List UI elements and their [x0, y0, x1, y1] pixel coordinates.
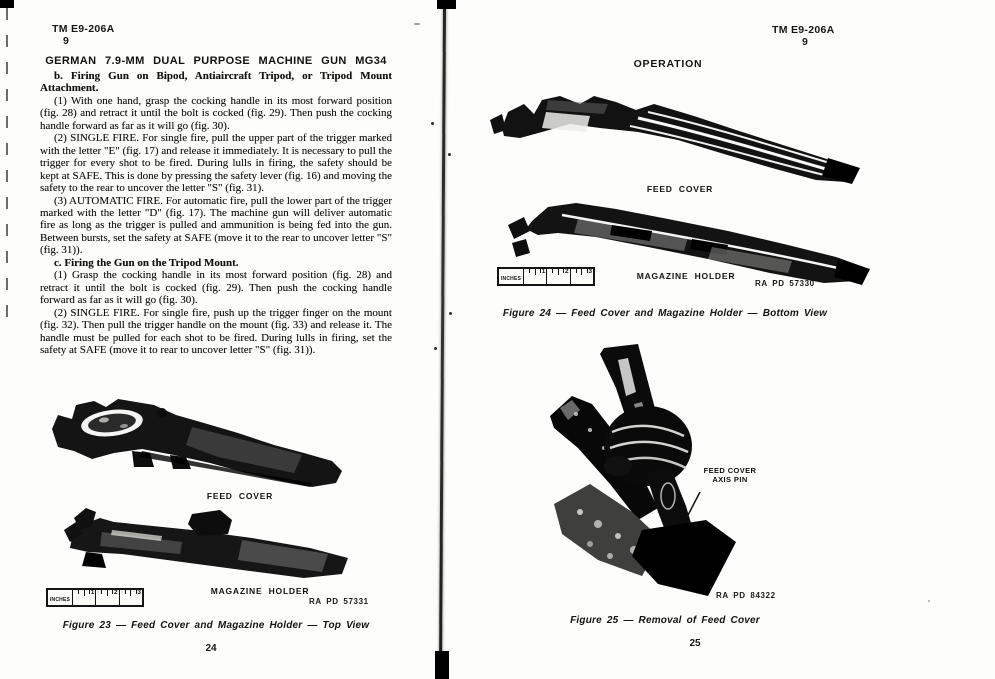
scan-speck	[448, 153, 451, 156]
ruler-segment: 1	[73, 590, 96, 605]
chapter-number-right: 9	[802, 36, 809, 48]
figure24-caption: Figure 24 — Feed Cover and Magazine Holder — Bottom View	[502, 308, 828, 319]
paragraph: (2) SINGLE FIRE. For single fire, pull the upper part of the trigger marked with the letter "E" (fig. 17) and release it immediately. It is necessary to pull the trigger for every shot to be fired. During lulls in firing, the safety should be kept at SAFE. This is done by pressing the safety lever (fig. 16) and moving the safety to the rear to uncover the letter "S" (fig. 31).	[40, 132, 392, 195]
callout-line2: AXIS PIN	[712, 475, 748, 484]
callout-line1: FEED COVER	[703, 466, 757, 475]
chapter-number-left: 9	[63, 35, 70, 47]
magazine-holder-label: MAGAZINE HOLDER	[636, 271, 736, 281]
photo-credit: RA PD 84322	[716, 591, 776, 600]
figure24-feed-cover-photo	[488, 84, 876, 190]
ruler-segment: 3	[120, 590, 142, 605]
ruler-segment: 2	[96, 590, 119, 605]
gun-part-illustration	[42, 393, 347, 503]
scan-speck	[449, 312, 452, 315]
page-number-left: 24	[205, 643, 217, 654]
ruler-label: INCHES	[48, 590, 73, 605]
paragraph: (3) AUTOMATIC FIRE. For automatic fire, pull the lower part of the trigger marked with the letter "D" (fig. 17). The machine gun will deliver automatic fire as long as the trigger is pulled and ammunition is being fed into the gun. Between bursts, set the safety at SAFE (move it to the rear to uncover letter "S" (fig. 31)).	[40, 194, 392, 257]
gun-part-illustration	[42, 504, 354, 592]
feed-cover-label: FEED COVER	[206, 491, 274, 501]
scan-edge-scratch	[6, 8, 8, 318]
tm-number-left: TM E9-206A	[52, 23, 115, 35]
paragraph: b. Firing Gun on Bipod, Antiaircraft Tripod, or Tripod Mount Attachment.	[40, 70, 392, 95]
photo-credit: RA PD 57330	[755, 279, 815, 288]
figure25-caption: Figure 25 — Removal of Feed Cover	[570, 615, 760, 626]
scan-speck	[414, 23, 420, 25]
feed-cover-axis-pin-callout	[692, 466, 768, 484]
paragraph: c. Firing the Gun on the Tripod Mount.	[54, 256, 239, 269]
scan-corner-mark	[0, 0, 14, 8]
ruler-label: INCHES	[499, 269, 524, 284]
scan-speck	[928, 600, 930, 602]
page-number-right: 25	[689, 638, 701, 649]
figure23-caption: Figure 23 — Feed Cover and Magazine Holder — Top View	[62, 620, 370, 631]
inches-scale-ruler	[46, 588, 144, 607]
paragraph: (1) With one hand, grasp the cocking handle in its most forward position (fig. 28) and retract it until the bolt is cocked (fig. 29). Then push the cocking handle forward as far as it will go (fig. 30).	[40, 94, 392, 132]
figure23-magazine-holder-photo	[42, 504, 354, 592]
ruler-segment: 2	[547, 269, 570, 284]
page-binding-line	[439, 0, 446, 679]
section-heading-operation: OPERATION	[633, 58, 703, 70]
magazine-holder-label: MAGAZINE HOLDER	[210, 586, 310, 596]
inches-scale-ruler	[497, 267, 595, 286]
binding-top-mark	[437, 0, 456, 9]
ruler-segment: 1	[524, 269, 547, 284]
photo-credit: RA PD 57331	[309, 597, 369, 606]
body-text-column	[40, 70, 392, 356]
page-title: GERMAN 7.9-MM DUAL PURPOSE MACHINE GUN MG34	[45, 55, 387, 67]
feed-cover-label: FEED COVER	[646, 184, 714, 194]
figure23-feed-cover-photo	[42, 393, 347, 503]
gun-part-illustration	[488, 84, 876, 190]
paragraph: (1) Grasp the cocking handle in its most forward position (fig. 28) and retract it until the bolt is cocked (fig. 29). Then push the cocking handle forward as far as it will go (fig. 30).	[40, 269, 392, 307]
ruler-segment: 3	[571, 269, 593, 284]
tm-number-right: TM E9-206A	[772, 24, 835, 36]
binding-bottom-mark	[435, 651, 449, 679]
scan-speck	[434, 347, 437, 350]
paragraph: (2) SINGLE FIRE. For single fire, push up the trigger finger on the mount (fig. 32). Then pull the trigger handle on the mount (fig. 33) and release it. The handle must be pulled for each shot to be fired. During lulls in firing, set the safety at SAFE (move it to rear to uncover letter "S" (fig. 31)).	[40, 306, 392, 356]
scan-speck	[431, 122, 434, 125]
